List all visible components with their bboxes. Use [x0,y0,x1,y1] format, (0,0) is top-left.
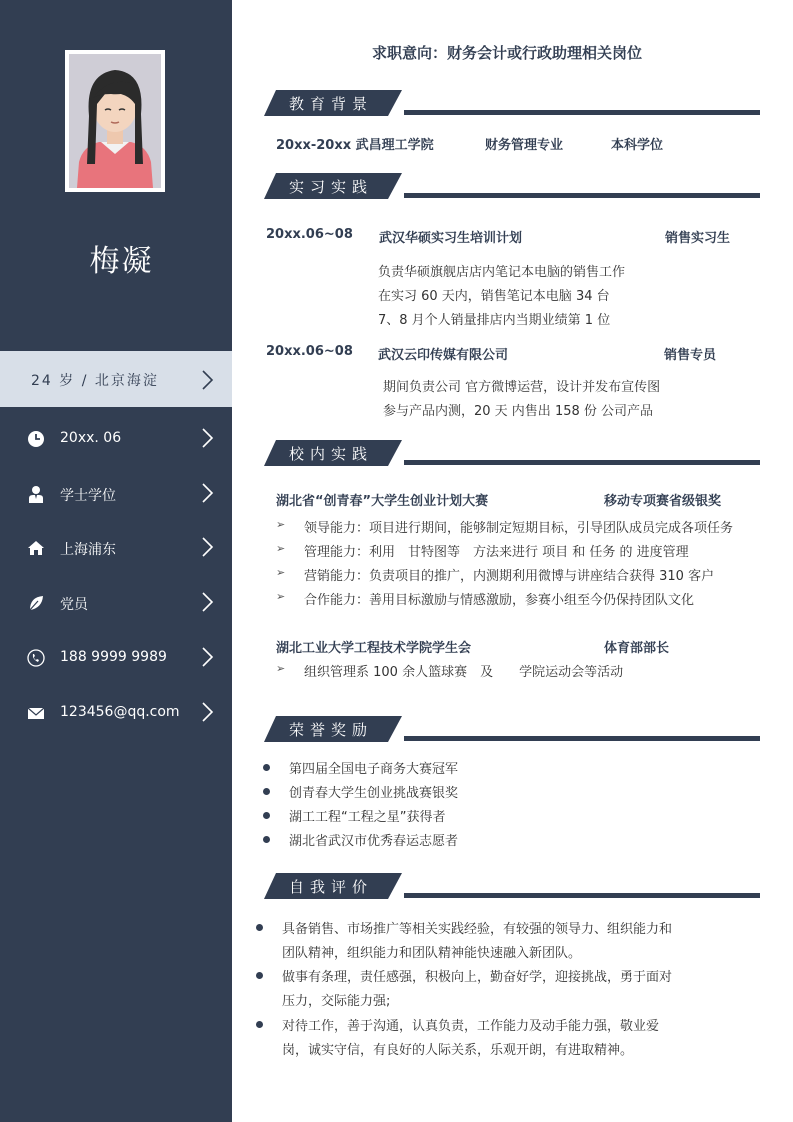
sidebar-item-text: 123456@qq.com [60,704,180,720]
internship-role: 销售专员 [664,348,717,363]
campus-award: 体育部部长 [604,641,670,656]
home-icon [27,539,45,557]
section-header-education [264,90,760,116]
chevron-right-icon [200,701,214,723]
sidebar-item-birth[interactable] [0,424,232,454]
campus-org: 湖北省“创青春”大学生创业计划大赛 [276,494,489,509]
bullet-dot-icon [256,972,263,979]
profile-sidebar [0,0,232,1122]
campus-award: 移动专项赛省级银奖 [604,494,722,509]
education-degree: 本科学位 [611,138,664,153]
job-objective: 求职意向：财务会计或行政助理相关岗位 [372,44,643,62]
honor-item: 湖北省武汉市优秀春运志愿者 [289,834,459,849]
profile-photo [65,50,165,192]
sidebar-item-email[interactable] [0,698,232,728]
arrow-bullet-icon: ➢ [276,662,286,675]
bullet-dot-icon [256,924,263,931]
arrow-bullet-icon: ➢ [276,566,286,579]
internship-detail: 负责华硕旗舰店店内笔记本电脑的销售工作 [378,265,626,280]
clock-icon [27,430,45,448]
chevron-right-icon [200,591,214,613]
section-title: 实习实践 [289,178,374,196]
resume-main [232,0,793,1122]
bullet-dot-icon [263,788,270,795]
sidebar-item-phone[interactable] [0,643,232,673]
section-header-honors [264,716,760,742]
arrow-bullet-icon: ➢ [276,542,286,555]
self-eval-line: 压力，交际能力强; [282,994,391,1009]
avatar-illustration [69,54,161,188]
sidebar-item-politics[interactable] [0,588,232,618]
internship-detail: 在实习 60 天内，销售笔记本电脑 34 台 [378,289,610,304]
sidebar-item-degree[interactable] [0,479,232,509]
internship-date: 20xx.06~08 [266,227,353,242]
sidebar-item-text: 188 9999 9989 [60,649,167,665]
internship-detail: 7、8 月个人销量排店内当期业绩第 1 位 [378,313,611,328]
arrow-bullet-icon: ➢ [276,518,286,531]
sidebar-item-text: 党员 [60,597,88,613]
mail-icon [27,704,45,722]
section-title: 自我评价 [289,878,374,896]
education-major: 财务管理专业 [485,138,564,153]
section-title: 荣誉奖励 [289,721,374,739]
campus-bullet: 组织管理系 100 余人篮球赛 及 学院运动会等活动 [304,665,624,680]
bullet-dot-icon [263,812,270,819]
section-title: 校内实践 [289,445,374,463]
internship-detail: 参与产品内测，20 天 内售出 158 份 公司产品 [383,404,654,419]
chevron-right-icon [200,646,214,668]
honor-item: 第四届全国电子商务大赛冠军 [289,762,459,777]
leaf-icon [27,594,45,612]
graduate-icon [27,485,45,503]
campus-org: 湖北工业大学工程技术学院学生会 [276,641,472,656]
campus-bullet: 合作能力：善用目标激励与情感激励，参赛小组至今仍保持团队文化 [304,593,695,608]
internship-company: 武汉华硕实习生培训计划 [379,231,523,246]
honor-item: 创青春大学生创业挑战赛银奖 [289,786,459,801]
chevron-right-icon [200,536,214,558]
phone-icon [27,649,45,667]
sidebar-item-text: 上海浦东 [60,542,116,558]
section-title: 教育背景 [289,95,374,113]
chevron-right-icon [200,369,214,391]
education-school: 20xx-20xx 武昌理工学院 [276,138,434,153]
self-eval-line: 团队精神，组织能力和团队精神能快速融入新团队。 [282,946,582,961]
campus-bullet: 营销能力：负责项目的推广，内测期利用微博与讲座结合获得 310 客户 [304,569,715,584]
internship-role: 销售实习生 [665,231,731,246]
sidebar-item-text: 学士学位 [60,488,116,504]
bullet-dot-icon [263,836,270,843]
section-header-self-eval [264,873,760,899]
section-header-internship [264,173,760,199]
bullet-dot-icon [263,764,270,771]
profile-name: 梅凝 [89,244,154,279]
self-eval-line: 做事有条理，责任感强，积极向上，勤奋好学，迎接挑战，勇于面对 [282,970,673,985]
sidebar-item-address[interactable] [0,533,232,563]
bullet-dot-icon [256,1021,263,1028]
chevron-right-icon [200,482,214,504]
campus-bullet: 管理能力：利用 甘特图等 方法来进行 项目 和 任务 的 进度管理 [304,545,689,560]
section-header-campus [264,440,760,466]
age-location-band[interactable] [0,351,232,407]
self-eval-line: 对待工作，善于沟通，认真负责，工作能力及动手能力强，敬业爱 [282,1019,660,1034]
internship-detail: 期间负责公司 官方微博运营，设计并发布宣传图 [383,380,661,395]
age-location-text: 24 岁 / 北京海淀 [31,373,159,389]
campus-bullet: 领导能力：项目进行期间，能够制定短期目标，引导团队成员完成各项任务 [304,521,734,536]
internship-date: 20xx.06~08 [266,344,353,359]
sidebar-item-text: 20xx. 06 [60,430,122,446]
self-eval-line: 岗，诚实守信，有良好的人际关系，乐观开朗，有进取精神。 [282,1043,634,1058]
arrow-bullet-icon: ➢ [276,590,286,603]
internship-company: 武汉云印传媒有限公司 [378,348,509,363]
self-eval-line: 具备销售、市场推广等相关实践经验，有较强的领导力、组织能力和 [282,922,673,937]
chevron-right-icon [200,427,214,449]
honor-item: 湖工工程“工程之星”获得者 [289,810,446,825]
